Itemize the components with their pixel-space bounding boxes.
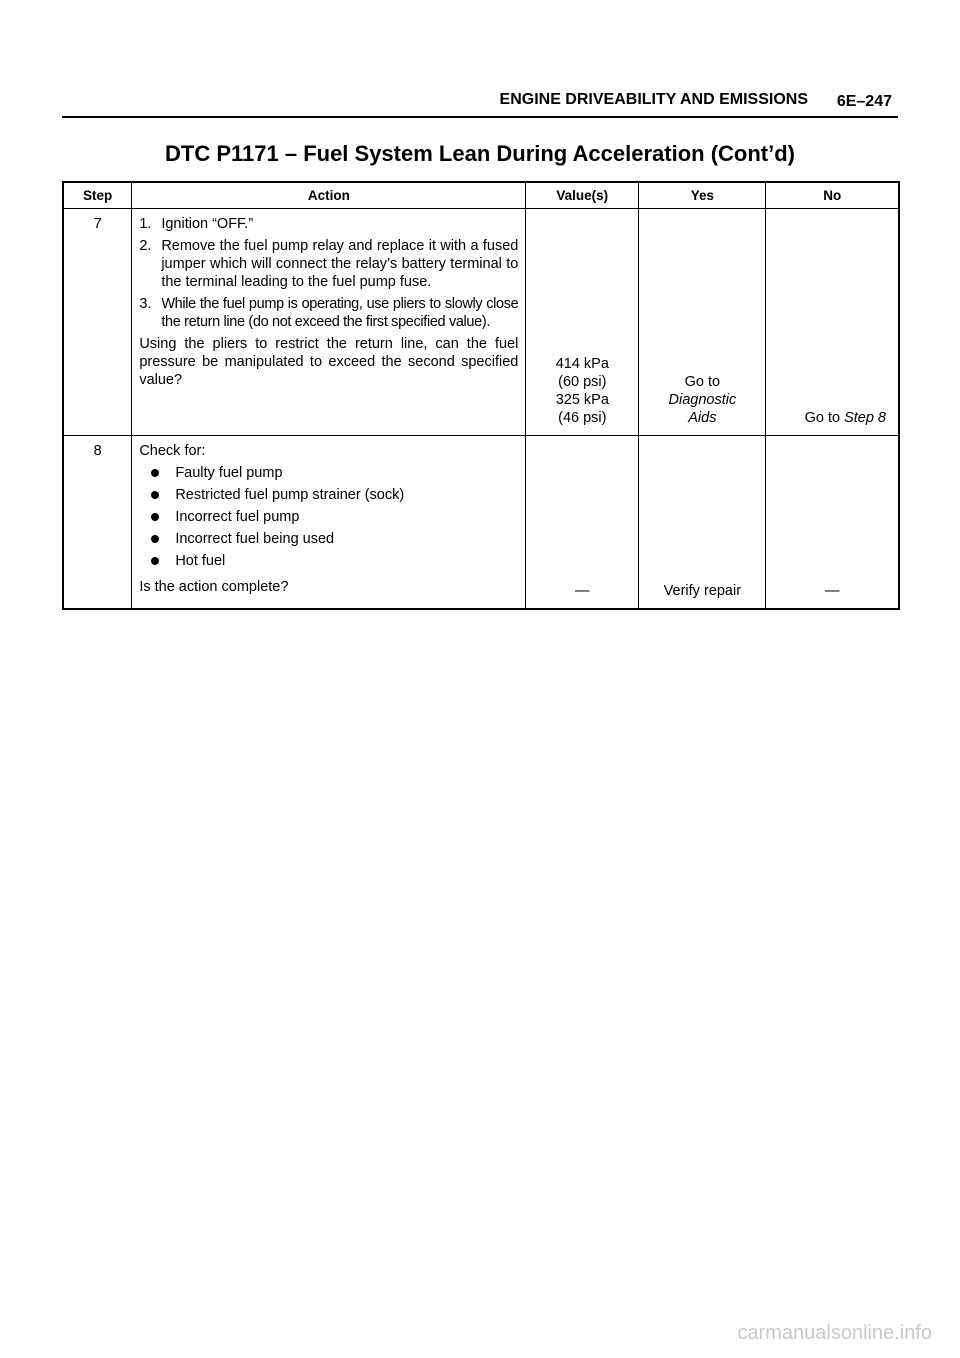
column-header-yes: Yes [639,182,766,209]
column-header-step: Step [63,182,132,209]
action-item-text: Remove the fuel pump relay and replace it with a fused jumper which will connect the relay’s battery terminal to the terminal leading to the fuel pump fuse. [161,238,519,290]
step-number: 8 [63,436,132,610]
action-item-text: Ignition “OFF.” [161,216,254,232]
step-number: 7 [63,209,132,436]
action-item-number: 2. [139,238,152,254]
value-line: 414 kPa [555,356,609,372]
bullet-item [139,486,518,504]
bullet-item [139,464,518,482]
values-cell: — [526,436,639,610]
step-8-link: Step 8 [844,410,886,426]
action-item-text: While the fuel pump is operating, use pliers to slowly close the return line (do not exceed the first specified value). [161,296,519,330]
page-header [62,86,898,118]
yes-cell [639,209,766,436]
no-cell: — [766,436,899,610]
value-line: (60 psi) [558,374,607,390]
action-item [139,295,518,331]
bullet-icon [151,557,159,565]
action-cell [132,436,526,610]
value-line: (46 psi) [558,410,607,426]
table-row [63,436,899,610]
bullet-icon [151,513,159,521]
watermark: carmanualsonline.info [737,1322,932,1344]
action-item [139,213,518,233]
bullet-text: Restricted fuel pump strainer (sock) [175,487,405,503]
value-line: 325 kPa [555,392,609,408]
diagnostic-table [62,181,900,610]
yes-cell: Verify repair [639,436,766,610]
bullet-text: Incorrect fuel being used [175,531,335,547]
action-question: Using the pliers to restrict the return line, can the fuel pressure be manipulated to exceed the second specified value? [139,336,519,388]
action-item-number: 1. [139,216,152,232]
bullet-item [139,508,518,526]
bullet-text: Incorrect fuel pump [175,509,300,525]
no-prefix: Go to [804,410,841,426]
page-number: 6E–247 [836,93,892,110]
bullet-item [139,552,518,570]
bullet-item [139,530,518,548]
column-header-values: Value(s) [526,182,639,209]
column-header-action: Action [132,182,526,209]
bullet-text: Faulty fuel pump [175,465,283,481]
values-cell [526,209,639,436]
bullet-icon [151,535,159,543]
column-header-no: No [766,182,899,209]
diagnostic-aids-link-cont: Aids [688,410,717,426]
page-title: DTC P1171 – Fuel System Lean During Acceleration (Cont’d) [165,141,795,166]
table-row [63,209,899,436]
action-question: Is the action complete? [139,579,289,595]
bullet-icon [151,491,159,499]
action-item-number: 3. [139,296,152,312]
section-title: ENGINE DRIVEABILITY AND EMISSIONS [499,91,808,108]
diagnostic-aids-link: Diagnostic [668,392,737,408]
action-cell [132,209,526,436]
yes-prefix: Go to [684,374,721,390]
table-header-row [63,182,899,209]
no-cell [766,209,899,436]
bullet-text: Hot fuel [175,553,226,569]
action-item [139,237,518,291]
bullet-icon [151,469,159,477]
action-intro: Check for: [139,443,206,459]
